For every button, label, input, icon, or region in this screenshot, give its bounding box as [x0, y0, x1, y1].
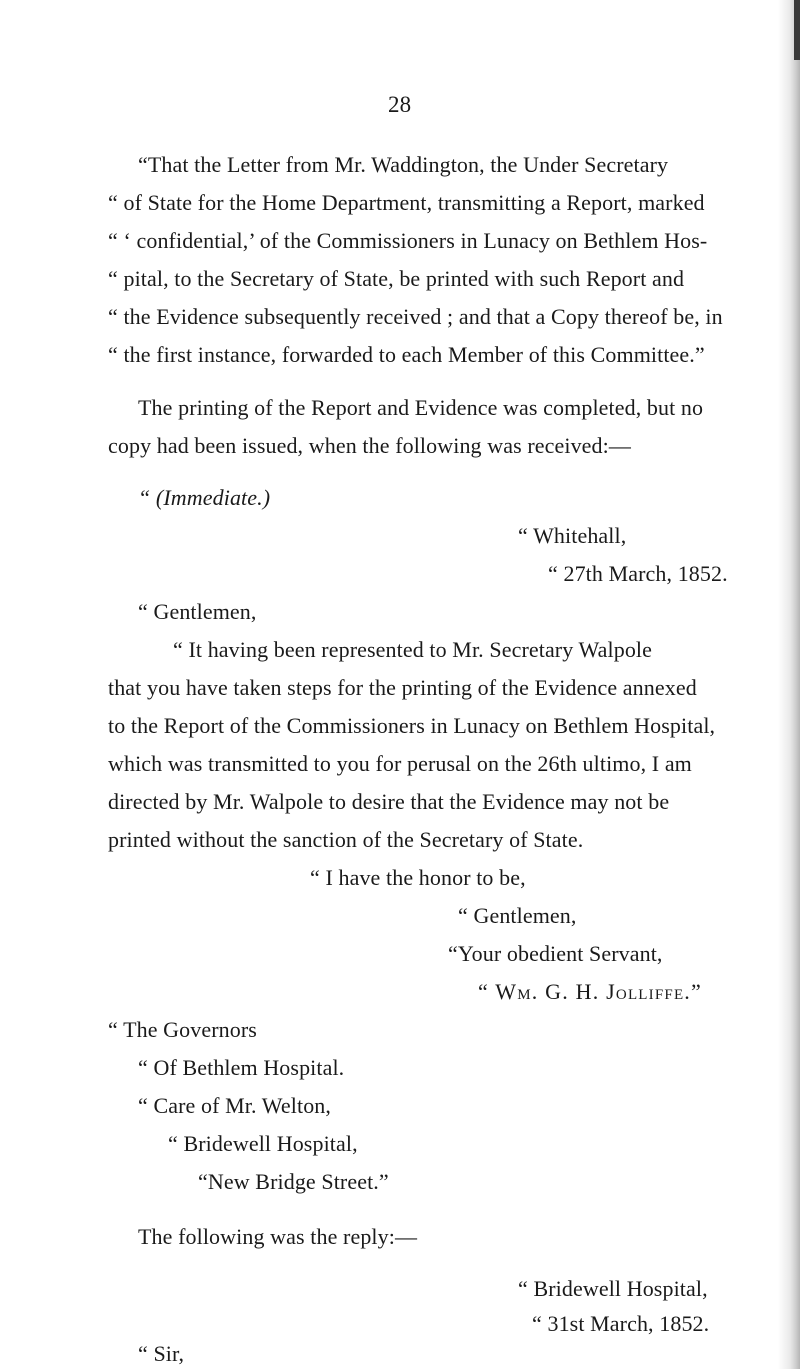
letter-addressee-line: “ Care of Mr. Welton, — [138, 1093, 331, 1118]
letter-address-date: “ 27th March, 1852. — [548, 561, 728, 586]
letter-body-line: which was transmitted to you for perusal on the 26th ultimo, I am — [108, 751, 692, 776]
letter-body-line: printed without the sanction of the Secretary of State. — [108, 827, 584, 852]
letter-closing: “ I have the honor to be, — [310, 865, 526, 890]
resolution-line: “That the Letter from Mr. Waddington, the Under Secretary — [138, 152, 669, 177]
page-number: 28 — [388, 92, 412, 117]
page-edge-shadow — [778, 0, 800, 1369]
resolution-line: “ ‘ confidential,’ of the Commissioners in Lunacy on Bethlem Hos- — [108, 228, 708, 253]
letter-addressee-line: “New Bridge Street.” — [198, 1169, 389, 1194]
letter-signature: “ Wm. G. H. Jolliffe.” — [478, 979, 702, 1004]
letter-salutation: “ Gentlemen, — [138, 599, 257, 624]
letter-address-date: “ 31st March, 1852. — [532, 1311, 710, 1336]
letter-addressee-line: “ Of Bethlem Hospital. — [138, 1055, 345, 1080]
narrative-line: The printing of the Report and Evidence was completed, but no — [138, 395, 704, 420]
page-edge-corner — [794, 0, 800, 60]
letter-body-line: to the Report of the Commissioners in Lunacy on Bethlem Hospital, — [108, 713, 716, 738]
letter-addressee-line: “ The Governors — [108, 1017, 257, 1042]
narrative-line: The following was the reply:— — [138, 1224, 418, 1249]
resolution-line: “ the first instance, forwarded to each Member of this Committee.” — [108, 342, 705, 367]
resolution-line: “ of State for the Home Department, transmitting a Report, marked — [108, 190, 705, 215]
letter-closing: “Your obedient Servant, — [448, 941, 663, 966]
letter-body-line: directed by Mr. Walpole to desire that the Evidence may not be — [108, 789, 670, 814]
resolution-line: “ the Evidence subsequently received ; and that a Copy thereof be, in — [108, 304, 723, 329]
letter-address-place: “ Whitehall, — [518, 523, 627, 548]
letter-address-place: “ Bridewell Hospital, — [518, 1276, 708, 1301]
resolution-line: “ pital, to the Secretary of State, be printed with such Report and — [108, 266, 685, 291]
letter-addressee-line: “ Bridewell Hospital, — [168, 1131, 358, 1156]
letter-closing: “ Gentlemen, — [458, 903, 577, 928]
letter-marking: “ (Immediate.) — [138, 485, 271, 510]
letter-salutation: “ Sir, — [138, 1341, 185, 1366]
letter-body-line: that you have taken steps for the printing of the Evidence annexed — [108, 675, 697, 700]
letter-body-line: “ It having been represented to Mr. Secretary Walpole — [173, 637, 652, 662]
narrative-line: copy had been issued, when the following was received:— — [108, 433, 631, 458]
